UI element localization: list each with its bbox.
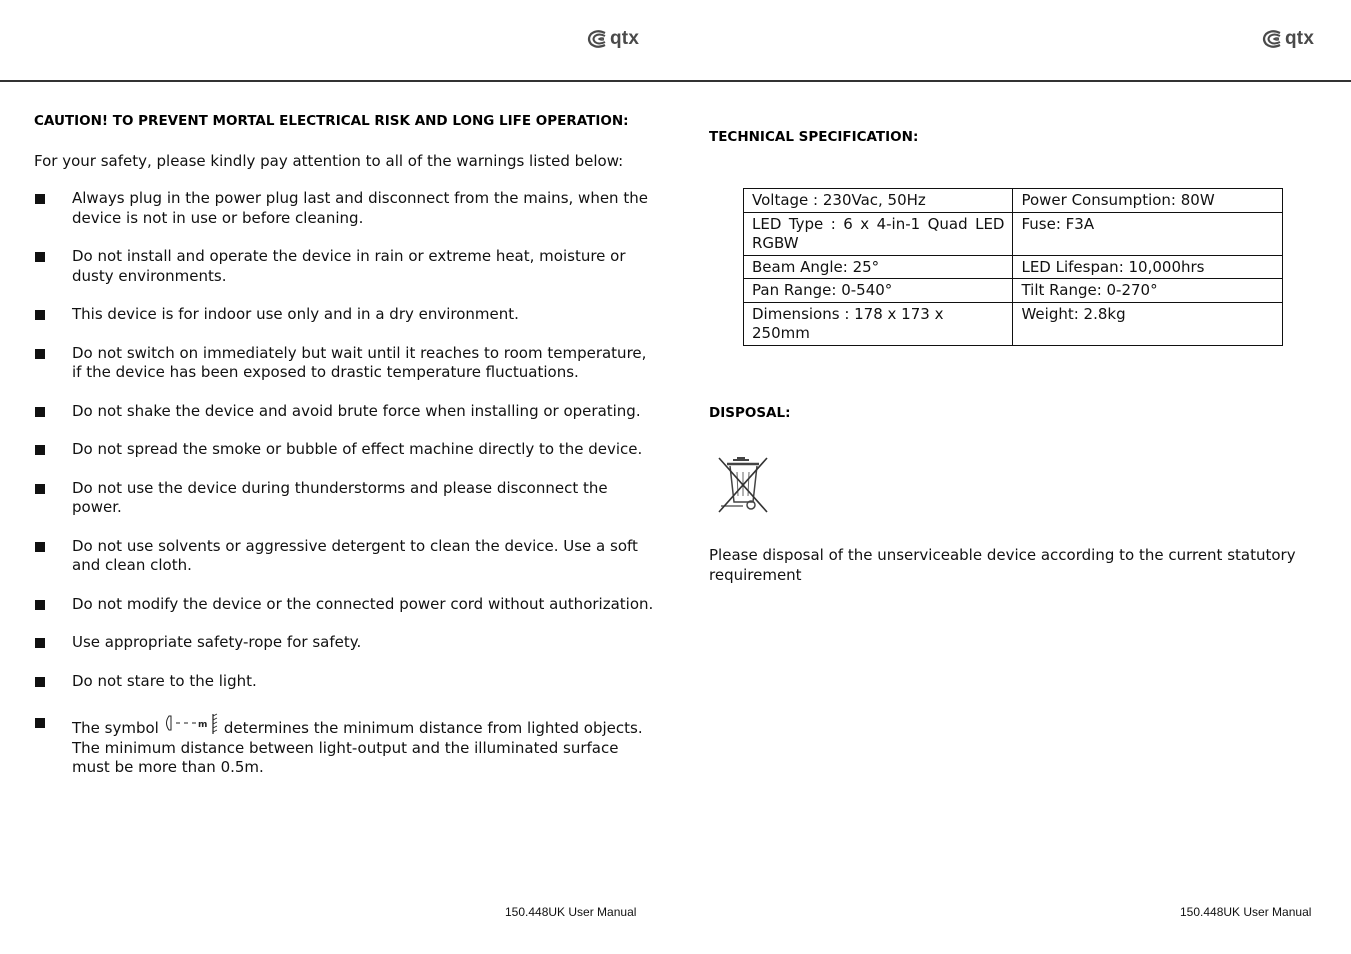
table-row (744, 255, 1283, 279)
list-item-text: Do not use the device during thunderstorms and please disconnect the power. (72, 478, 608, 516)
disposal-text: Please disposal of the unserviceable device according to the current statutory requirement (709, 546, 1296, 584)
list-item-text: determines the minimum distance from lighted objects. The minimum distance between light-output and the illuminated surface must be more than 0.5m. (72, 719, 643, 776)
table-cell: Beam Angle: 25° (744, 255, 1013, 279)
spec-table (743, 188, 1283, 346)
square-bullet-icon (35, 484, 45, 494)
list-item (34, 672, 654, 692)
table-cell: Fuse: F3A (1013, 212, 1283, 255)
table-cell: Voltage : 230Vac, 50Hz (744, 189, 1013, 213)
list-item-text: Do not install and operate the device in rain or extreme heat, moisture or dusty environments. (72, 247, 626, 285)
list-item-text: Do not spread the smoke or bubble of effect machine directly to the device. (72, 440, 643, 458)
table-cell: Weight: 2.8kg (1013, 302, 1283, 345)
table-row (744, 279, 1283, 303)
square-bullet-icon (35, 310, 45, 320)
list-item-text: Do not switch on immediately but wait until it reaches to room temperature, if the device has been exposed to drastic temperature fluctuations. (72, 343, 647, 381)
table-cell: LED Type : 6 x 4-in-1 Quad LED RGBW (744, 212, 1013, 255)
warning-list (34, 189, 654, 778)
list-item-minimum-distance (34, 713, 654, 778)
list-item-text: Do not shake the device and avoid brute force when installing or operating. (72, 401, 641, 420)
caution-heading: CAUTION! TO PREVENT MORTAL ELECTRICAL RISK AND LONG LIFE OPERATION: (34, 113, 629, 129)
square-bullet-icon (35, 349, 45, 359)
list-item (34, 402, 654, 422)
table-row (744, 212, 1283, 255)
crossed-out-wheelie-bin-icon (715, 452, 779, 516)
square-bullet-icon (35, 445, 45, 455)
square-bullet-icon (35, 677, 45, 687)
square-bullet-icon (35, 194, 45, 204)
spec-heading: TECHNICAL SPECIFICATION: (709, 129, 919, 145)
table-cell: LED Lifespan: 10,000hrs (1013, 255, 1283, 279)
square-bullet-icon (35, 600, 45, 610)
table-cell: Tilt Range: 0-270° (1013, 279, 1283, 303)
safety-intro: For your safety, please kindly pay attention to all of the warnings listed below: (34, 152, 624, 170)
page-footer: 150.448UK User Manual (505, 905, 637, 919)
disposal-heading: DISPOSAL: (709, 405, 791, 421)
list-item (34, 595, 654, 615)
table-cell: Power Consumption: 80W (1013, 189, 1283, 213)
list-item-text: This device is for indoor use only and in a dry environment. (72, 305, 519, 323)
square-bullet-icon (35, 718, 45, 728)
qtx-swirl-logo-icon (1261, 28, 1283, 50)
square-bullet-icon (35, 638, 45, 648)
table-row (744, 302, 1283, 345)
list-item (34, 344, 654, 383)
table-cell: Dimensions : 178 x 173 x 250mm (744, 302, 1013, 345)
list-item-text: Do not modify the device or the connected power cord without authorization. (72, 594, 654, 613)
list-item-text: Use appropriate safety-rope for safety. (72, 633, 362, 651)
square-bullet-icon (35, 252, 45, 262)
logo-text: qtx (1285, 28, 1315, 49)
list-item (34, 247, 654, 286)
list-item-text: Do not use solvents or aggressive detergent to clean the device. Use a soft and clean cloth. (72, 536, 638, 574)
list-item-text: Always plug in the power plug last and disconnect from the mains, when the device is not in use or before cleaning. (72, 189, 648, 227)
square-bullet-icon (35, 407, 45, 417)
list-item (34, 633, 654, 653)
list-item (34, 537, 654, 576)
table-row (744, 189, 1283, 213)
qtx-swirl-logo-icon (586, 28, 608, 50)
page-footer: 150.448UK User Manual (1180, 905, 1312, 919)
qtx-logo (586, 28, 639, 50)
list-item (34, 189, 654, 228)
list-item-text: Do not stare to the light. (72, 671, 257, 690)
list-item (34, 479, 654, 518)
left-page (34, 113, 654, 797)
minimum-distance-symbol-icon (163, 713, 221, 735)
list-item-text: The symbol (72, 719, 159, 737)
list-item (34, 305, 654, 325)
list-item (34, 440, 654, 460)
square-bullet-icon (35, 542, 45, 552)
logo-text: qtx (610, 28, 640, 49)
symbol-meter-label: m (197, 720, 208, 730)
header-divider (0, 80, 1351, 82)
table-cell: Pan Range: 0-540° (744, 279, 1013, 303)
qtx-logo (1261, 28, 1314, 50)
